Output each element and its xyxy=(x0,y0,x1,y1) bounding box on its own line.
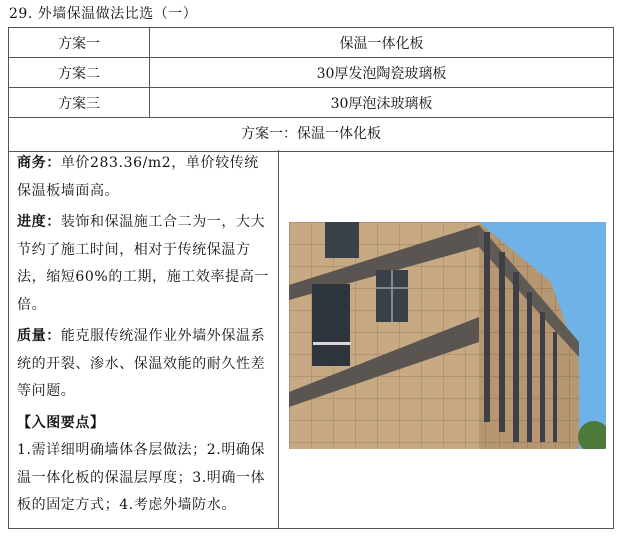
quality-text: 能克服传统湿作业外墙外保温系统的开裂、渗水、保温效能的耐久性差等问题。 xyxy=(17,328,266,399)
detail-text xyxy=(9,150,279,528)
facade-illustration xyxy=(289,222,606,449)
cost-label: 商务： xyxy=(17,155,61,171)
quality-paragraph xyxy=(17,323,273,406)
progress-paragraph xyxy=(17,209,273,319)
section-title: 方案一：保温一体化板 xyxy=(8,117,614,152)
options-table xyxy=(8,27,614,118)
side-windows xyxy=(484,232,490,422)
quality-label: 质量： xyxy=(17,328,61,344)
cost-text: 单价283.36/m2，单价较传统保温板墙面高。 xyxy=(17,155,259,199)
left-window xyxy=(312,284,350,366)
page-heading: 29. 外墙保温做法比选（一） xyxy=(9,6,198,22)
option-key: 方案一 xyxy=(9,28,150,58)
cost-paragraph xyxy=(17,150,273,205)
points-title-text: 【入图要点】 xyxy=(17,414,105,431)
option-value: 保温一体化板 xyxy=(150,28,614,58)
points-title xyxy=(17,410,273,438)
detail-panel xyxy=(8,150,614,529)
option-value: 30厚发泡陶瓷玻璃板 xyxy=(150,58,614,88)
building-facade-photo xyxy=(289,222,606,449)
option-row xyxy=(9,58,614,88)
progress-text: 装饰和保温施工合二为一，大大节约了施工时间，相对于传统保温方法，缩短60%的工期，施工效率提高一倍。 xyxy=(17,214,269,313)
option-row xyxy=(9,28,614,58)
option-key: 方案二 xyxy=(9,58,150,88)
option-row xyxy=(9,88,614,118)
top-window xyxy=(325,222,359,258)
points-text: 1.需详细明确墙体各层做法；2.明确保温一体化板的保温层厚度；3.明确一体板的固定方式；4.考虑外墙防水。 xyxy=(17,442,266,513)
progress-label: 进度： xyxy=(17,214,61,230)
option-value: 30厚泡沫玻璃板 xyxy=(150,88,614,118)
option-key: 方案三 xyxy=(9,88,150,118)
balcony-rail xyxy=(313,342,351,345)
